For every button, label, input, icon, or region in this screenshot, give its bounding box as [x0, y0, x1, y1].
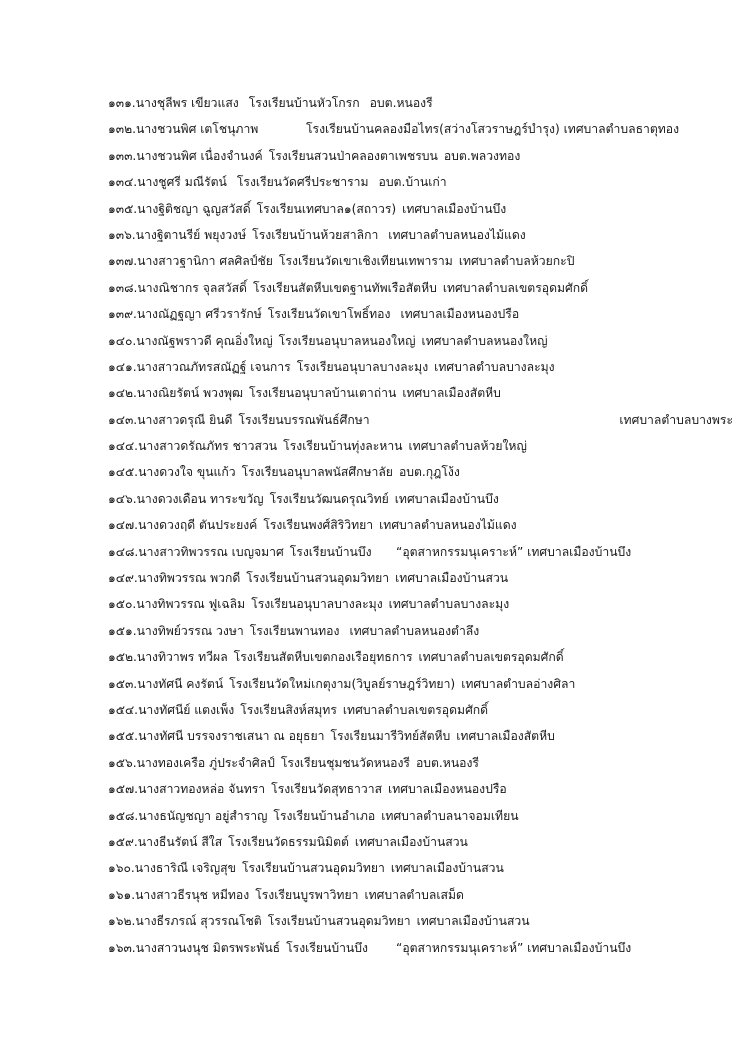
entry-name: นางชูศรี มณีรัตน์ [137, 175, 227, 190]
entry-org: “อุตสาหกรรมนุเคราะห์” เทศบาลเมืองบ้านบึง [396, 544, 632, 559]
entry-number: ๑๕๕. [108, 729, 139, 744]
entry-org: เทศบาลเมืองบ้านบึง [402, 201, 507, 216]
list-item [108, 328, 733, 354]
entry-name: นางทิพวรรณ พวกดี [137, 571, 241, 586]
entry-number: ๑๔๖. [108, 491, 137, 506]
entry-school: โรงเรียนบ้านสวนอุดมวิทยา [246, 571, 390, 586]
entry-name: นางสาวดรุณี ยินดี [137, 412, 233, 427]
entry-org: เทศบาลตำบลห้วยใหญ่ [408, 439, 527, 454]
list-item [108, 671, 733, 697]
entry-school: โรงเรียนวัดธรรมนิมิตต์ [228, 834, 349, 849]
entry-org: อบต.หนองรี [415, 755, 479, 770]
entry-name: นางทิพวรรณ ฟูเฉลิม [136, 597, 246, 612]
entry-org: เทศบาลเมืองบ้านสวน [390, 861, 504, 876]
entry-name: นางฐิติชญา ฉูญสวัสดิ์ [137, 201, 251, 216]
list-item [108, 618, 733, 644]
entry-org: อบต.หนองรี [369, 96, 433, 110]
list-item [108, 354, 733, 380]
entry-name: นางทัศนี บรรจงราชเสนา ณ อยุธยา [138, 729, 325, 744]
entry-org: เทศบาลตำบลเสม็ด [364, 887, 464, 902]
list-item [108, 222, 733, 248]
entry-number: ๑๔๕. [108, 465, 139, 480]
entry-org: เทศบาลตำบลบางละมุง [434, 359, 555, 374]
entry-org: อบต.พลวงทอง [443, 148, 521, 163]
list-item [108, 539, 733, 565]
entry-org: เทศบาลเมืองบ้านสวน [395, 571, 509, 586]
list-item [108, 855, 733, 881]
entry-name: นางสาวณภัทรสณัฏฐ์ เจนการ [136, 359, 291, 374]
list-item [108, 882, 733, 908]
entry-org: เทศบาลเมืองสัตหีบ [456, 729, 555, 744]
entry-org: เทศบาลตำบลบางพระ [619, 412, 733, 427]
entry-number: ๑๔๓. [108, 412, 138, 427]
entry-school: โรงเรียนสัตหีบเขตกองเรือยุทธการ [233, 650, 413, 665]
entry-number: ๑๕๓. [108, 676, 138, 691]
entry-school: โรงเรียนสิงห์สมุทร [240, 702, 337, 717]
entry-number: ๑๖๓. [108, 940, 136, 955]
entry-name: นางธาริณี เจริญสุข [134, 861, 236, 876]
entry-school: โรงเรียนบ้านอำเภอ [273, 808, 376, 823]
entry-number: ๑๓๔. [108, 175, 138, 190]
entry-org: “อุตสาหกรรมนุเคราะห์” เทศบาลเมืองบ้านบึง [396, 940, 632, 955]
entry-name: นางดวงฤดี ตันประยงค์ [138, 518, 258, 533]
entry-school: โรงเรียนอนุบาลพนัสศึกษาลัย [241, 465, 393, 480]
list-item [108, 512, 733, 538]
entry-org: เทศบาลตำบลอ่างศิลา [461, 676, 576, 691]
entry-org: เทศบาลตำบลห้วยกะปิ [458, 254, 575, 269]
entry-org: อบต.กุฎโง้ง [398, 465, 460, 480]
entry-org: เทศบาลตำบลหนองใหญ่ [421, 333, 548, 348]
entry-school: โรงเรียนบ้านบึง [289, 544, 372, 559]
list-item [108, 908, 733, 934]
entry-school: โรงเรียนบ้านสวนอุดมวิทยา [241, 861, 385, 876]
entry-org: เทศบาลตำบลนาจอมเทียน [381, 808, 519, 823]
entry-school-org [306, 116, 679, 142]
entry-school: โรงเรียนพงศ์สิริวิทยา [263, 518, 374, 533]
list-item [108, 407, 733, 433]
list-item [108, 644, 733, 670]
entry-number: ๑๔๗. [108, 518, 138, 533]
entry-name: นางทองเครือ ภู่ประจำศิลป์ [136, 755, 275, 770]
list-item [108, 90, 733, 116]
entry-number: ๑๓๑. [108, 96, 136, 110]
list-item [108, 143, 733, 169]
entry-org: เทศบาลเมืองสัตหีบ [402, 386, 501, 401]
list-item [108, 275, 733, 301]
entry-school: โรงเรียนวัดศรีประชาราม [236, 175, 369, 190]
entry-name: นางดวงใจ ขุนแก้ว [138, 465, 236, 480]
entry-name: นางชุลีพร เขียวแสง [135, 96, 239, 110]
list-item [108, 459, 733, 485]
entry-school: โรงเรียนอนุบาลบางละมุง [251, 597, 383, 612]
entry-number: ๑๓๙. [108, 307, 137, 322]
entry-school: โรงเรียนบ้านห้วยสาลิกา [252, 227, 379, 242]
entry-school: โรงเรียนอนุบาลหนองใหญ่ [278, 333, 416, 348]
entry-school: โรงเรียนบ้านคลองมือไทร(สว่างโสวราษฎร์บำรุง) [306, 122, 560, 137]
entry-org: เทศบาลเมืองหนองปรือ [400, 307, 520, 322]
entry-name: นางณัฐพราวดี คุณอิ่งใหญ่ [136, 333, 273, 348]
entry-name: นางสาวทิพวรรณ เบญจมาศ [138, 544, 284, 559]
list-item [108, 565, 733, 591]
entry-org: เทศบาลตำบลเขตรอุดมศักดิ์ [342, 702, 489, 717]
entry-number: ๑๓๘. [108, 280, 138, 295]
list-item [108, 697, 733, 723]
entry-number: ๑๕๗. [108, 782, 138, 797]
entry-school: โรงเรียนบ้านบึง [286, 940, 368, 955]
entry-number: ๑๓๓. [108, 148, 137, 163]
entry-number: ๑๔๐. [108, 333, 137, 348]
entry-name: นางสาวนงนุช มิตรพระพันธ์ [135, 940, 281, 955]
entry-number: ๑๓๖. [108, 227, 136, 242]
entry-number: ๑๓๕. [108, 201, 138, 216]
list-item [108, 829, 733, 855]
entry-name: นางธีนรัตน์ สีใส [137, 834, 223, 849]
entry-org: เทศบาลเมืองบ้านสวน [416, 914, 530, 929]
entry-number: ๑๕๘. [108, 808, 139, 823]
entry-school: โรงเรียนสัตหีบเขตฐานทัพเรือสัตหีบ [252, 280, 437, 295]
entry-school: โรงเรียนวัดสุทธาวาส [271, 782, 383, 797]
entry-school: โรงเรียนวัฒนดรุณวิทย์ [269, 491, 389, 506]
entry-org: เทศบาลตำบลหนองไม้แดง [388, 227, 526, 242]
entry-number: ๑๔๔. [108, 439, 139, 454]
entry-number: ๑๕๒. [108, 650, 137, 665]
entry-school: โรงเรียนอนุบาลบ้านเตาถ่าน [249, 386, 397, 401]
list-item [108, 116, 733, 142]
entry-org: เทศบาลตำบลเขตรอุดมศักดิ์ [418, 650, 564, 665]
entry-name: นางธนัญชญา อยู่สำราญ [138, 808, 268, 823]
list-item [108, 380, 733, 406]
list-item [108, 723, 733, 749]
entry-name: นางทัศนีย์ แตงเพ็ง [138, 702, 235, 717]
entry-number: ๑๓๗. [108, 254, 138, 269]
list-item [108, 248, 733, 274]
entry-org: เทศบาลตำบลหนองตำลึง [349, 623, 480, 638]
list-item [108, 196, 733, 222]
entry-name: นางดวงเดือน ทาระขวัญ [136, 491, 264, 506]
entry-org: เทศบาลเมืองบ้านบึง [394, 491, 499, 506]
entry-number: ๑๕๙. [108, 834, 138, 849]
entry-number: ๑๕๖. [108, 755, 137, 770]
entry-number: ๑๕๑. [108, 623, 137, 638]
list-item [108, 169, 733, 195]
entry-org: เทศบาลเมืองบ้านสวน [354, 834, 468, 849]
entry-org: เทศบาลตำบลเขตรอุดมศักดิ์ [442, 280, 589, 295]
list-item [108, 750, 733, 776]
entry-number: ๑๕๔. [108, 702, 139, 717]
entry-number: ๑๔๑. [108, 359, 137, 374]
entry-name: นางชวนพิศ เนื่องจำนงค์ [136, 148, 263, 163]
entry-number: ๑๕๐. [108, 597, 137, 612]
entry-name: นางทิวาพร ทวีผล [136, 650, 228, 665]
entry-name: นางณิชากร จุลสวัสดิ์ [137, 280, 247, 295]
entry-org: เทศบาลตำบลธาตุทอง [563, 122, 680, 137]
entry-name: นางทิพย์วรรณ วงษา [136, 623, 244, 638]
entry-school: โรงเรียนบ้านทุ่งละหาน [283, 439, 403, 454]
entry-name: นางทัศนี คงรัตน์ [137, 676, 224, 691]
entry-school: โรงเรียนมารีวิทย์สัตหีบ [330, 729, 451, 744]
entry-number: ๑๔๒. [108, 386, 137, 401]
entry-number: ๑๔๙. [108, 571, 138, 586]
entry-org: เทศบาลตำบลบางละมุง [388, 597, 510, 612]
entry-name: นางณิยรัตน์ พวงพุฒ [136, 386, 243, 401]
list-item [108, 433, 733, 459]
entry-school: โรงเรียนเทศบาล๑(สถาวร) [256, 201, 397, 216]
entry-number: ๑๖๐. [108, 861, 135, 876]
entry-name: นางสาวทองหล่อ จันทรา [138, 782, 266, 797]
entry-name: นางสาวฐานิกา ศลศิลป์ชัย [137, 254, 273, 269]
entry-org: เทศบาลเมืองหนองปรือ [388, 782, 507, 797]
entry-school: โรงเรียนบ้านหัวโกรก [248, 96, 360, 110]
entry-number: ๑๖๑. [108, 887, 136, 902]
entry-school: โรงเรียนบรรณพันธ์ศึกษา [238, 412, 370, 427]
entry-school: โรงเรียนบ้านสวนอุดมวิทยา [267, 914, 411, 929]
entry-school: โรงเรียนชุมชนวัดหนองรี [280, 755, 410, 770]
entry-school: โรงเรียนวัดเขาโพธิ์ทอง [267, 307, 391, 322]
entry-school: โรงเรียนวัดเขาเชิงเทียนเทพาราม [278, 254, 453, 269]
list-item [108, 935, 733, 961]
entry-number: ๑๖๒. [108, 914, 136, 929]
entry-school: โรงเรียนสวนป่าคลองตาเพชรบน [268, 148, 438, 163]
list-item [108, 776, 733, 802]
list-item [108, 301, 733, 327]
list-item [108, 486, 733, 512]
entry-name: นางชวนพิศ เตโชนุภาพ [135, 122, 259, 137]
entry-name: นางสาวธีรนุช หมีทอง [135, 887, 250, 902]
entry-org: เทศบาลตำบลหนองไม้แดง [379, 518, 517, 533]
entry-school: โรงเรียนวัดใหม่เกตุงาม(วิบูลย์ราษฎร์วิทยา) [229, 676, 456, 691]
entry-name: นางสาวดรัณภัทร ชาวสวน [138, 439, 278, 454]
entry-school: โรงเรียนบูรพาวิทยา [255, 887, 359, 902]
list-item [108, 591, 733, 617]
list-item [108, 803, 733, 829]
entry-name: นางฐิตานรีย์ พยุงวงษ์ [135, 227, 247, 242]
entry-name: นางธีรภรณ์ สุวรรณโชติ [135, 914, 262, 929]
entry-school: โรงเรียนอนุบาลบางละมุง [296, 359, 429, 374]
entry-name: นางณัฏฐญา ศรีวรารักษ์ [136, 307, 262, 322]
entry-org: อบต.บ้านเก่า [378, 175, 447, 190]
entry-number: ๑๓๒. [108, 122, 136, 137]
teacher-list [108, 90, 733, 961]
entry-number: ๑๔๘. [108, 544, 139, 559]
entry-school: โรงเรียนพานทอง [249, 623, 340, 638]
